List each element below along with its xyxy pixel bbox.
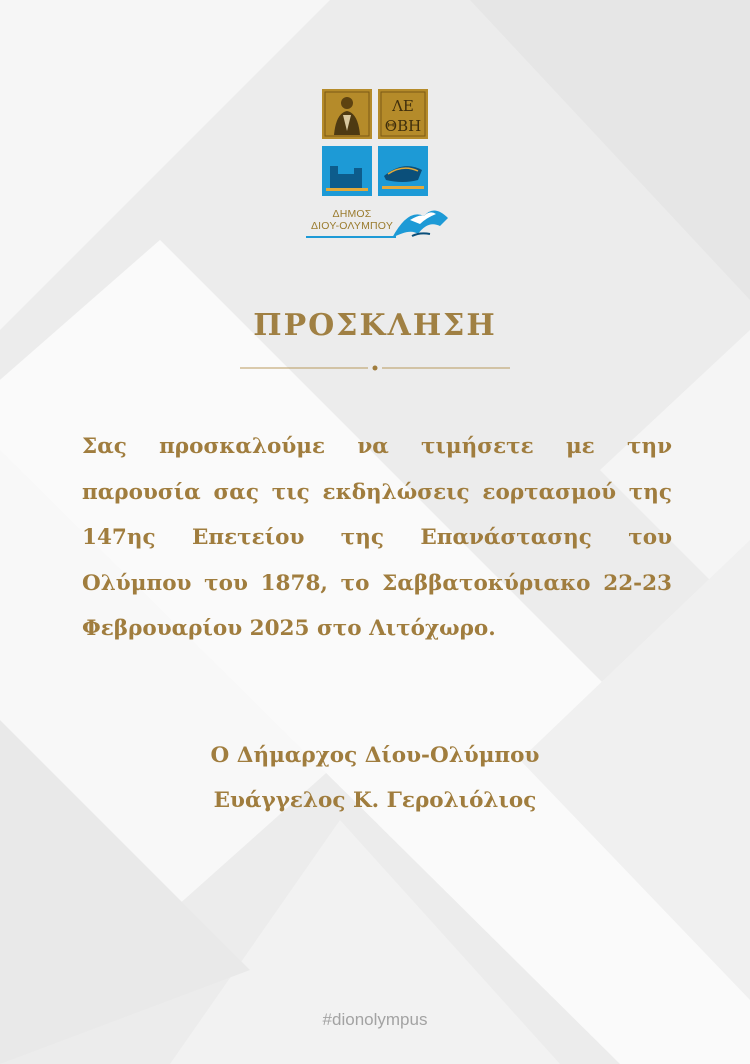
signature-role: Ο Δήμαρχος Δίου-Ολύμπου: [210, 743, 540, 768]
invitation-text: Σας προσκαλούμε να τιμήσετε με την παρουσία σας τις εκδηλώσεις εορτασμού της 147ης Επετείου της Επανάστασης του Ολύμπου του 1878, το Σαββατοκύριακο 22-23 Φεβρουαρίου 2025 στο Λιτόχωρο.: [82, 434, 672, 641]
municipality-logo: [310, 86, 450, 248]
hashtag: #dionolympus: [322, 1010, 428, 1029]
page-title: ΠΡΟΣΚΛΗΣΗ: [253, 308, 497, 343]
signature-name: Ευάγγελος Κ. Γερολιόλιος: [213, 788, 537, 813]
mountain-icon: [390, 198, 450, 244]
logo-text: [302, 208, 402, 232]
logo-letters-tile: [378, 89, 428, 139]
logo-text-line1: ΔΗΜΟΣ: [332, 208, 372, 220]
logo-saint-tile: [322, 89, 372, 139]
logo-ship-tile: [378, 146, 428, 196]
svg-text:ΛΕ: ΛΕ: [392, 97, 414, 115]
logo-text-line2: ΔΙΟΥ-ΟΛΥΜΠΟΥ: [310, 220, 394, 232]
logo-castle-tile: [322, 146, 372, 196]
signature-block: [0, 733, 750, 823]
logo-underline: [306, 236, 396, 238]
title-divider: [240, 362, 510, 374]
svg-text:ΘΒΗ: ΘΒΗ: [384, 117, 422, 135]
